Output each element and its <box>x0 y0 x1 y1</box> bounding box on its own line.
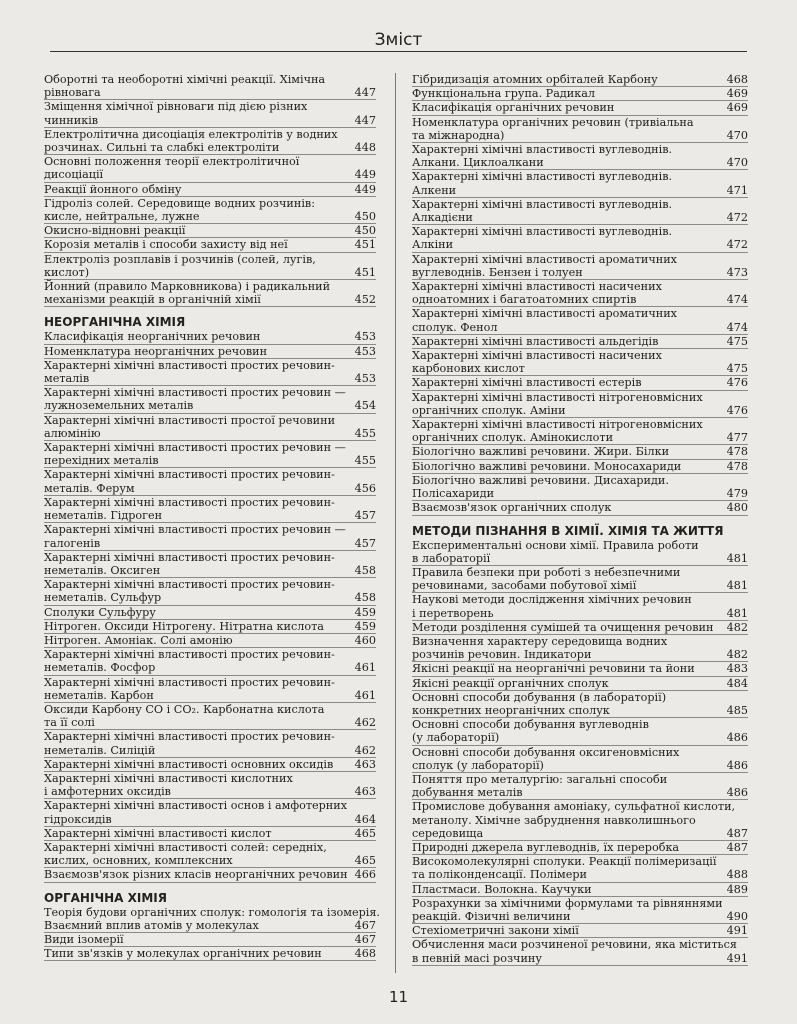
toc-entry[interactable] <box>44 648 376 675</box>
toc-entry-title-line: Експериментальні основи хімії. Правила роботи <box>412 538 699 552</box>
toc-entry-title-line: Характерні хімічні властивості простих речовин- <box>44 495 335 509</box>
toc-entry[interactable] <box>412 391 748 418</box>
toc-entry[interactable] <box>412 691 748 718</box>
toc-entry-page-number: 453 <box>354 372 376 386</box>
toc-entry-page-number: 481 <box>726 606 748 620</box>
toc-entry-title-line: Визначення характеру середовища водних <box>412 634 668 648</box>
column-divider <box>395 73 396 973</box>
toc-entry-title-line: Пластмаси. Волокна. Каучуки <box>412 882 592 896</box>
toc-entry-page-number: 487 <box>726 826 748 840</box>
toc-entry[interactable] <box>412 677 748 691</box>
toc-entry-page-number: 456 <box>354 481 376 495</box>
toc-entry-title-line: Характерні хімічні властивості кислотних <box>44 771 293 785</box>
toc-entry-title-line: Сполуки Сульфуру <box>44 605 156 619</box>
toc-entry-page-number: 464 <box>354 812 376 826</box>
toc-entry-title-line: Методи розділення сумішей та очищення речовин <box>412 620 714 634</box>
toc-entry-title-line: Розрахунки за хімічними формулами та рівняннями <box>412 896 723 910</box>
toc-entry[interactable] <box>412 501 748 515</box>
toc-entry[interactable] <box>412 376 748 390</box>
toc-entry[interactable] <box>44 578 376 605</box>
toc-entry-title-line: Алкадієни <box>412 211 473 225</box>
toc-entry-page-number: 467 <box>354 918 376 932</box>
toc-entry-title-line: металів. Ферум <box>44 481 135 495</box>
toc-entry-title-line: Поняття про металургію: загальні способи <box>412 772 668 786</box>
toc-entry-title-line: Промислове добування амоніаку, сульфатної кислоти, <box>412 800 736 814</box>
toc-entry-page-number: 476 <box>726 403 748 417</box>
toc-entry-title-line: Нітроген. Оксиди Нітрогену. Нітратна кислота <box>44 619 324 633</box>
toc-entry-page-number: 447 <box>354 86 376 100</box>
toc-entry-title-line: вуглеводнів. Бензен і толуен <box>412 265 583 279</box>
toc-entry-title-line: Характерні хімічні властивості ароматичних <box>412 307 677 321</box>
toc-entry-page-number: 491 <box>726 951 748 965</box>
toc-entry-page-number: 474 <box>726 320 748 334</box>
toc-entry[interactable] <box>44 933 376 947</box>
toc-entry[interactable] <box>44 100 376 127</box>
toc-entry[interactable] <box>412 566 748 593</box>
toc-entry-title-line: середовища <box>412 826 484 840</box>
toc-entry-title-line: в певній масі розчину <box>412 951 542 965</box>
toc-entry-title-line: Взаємозв'язок різних класів неорганічних речовин <box>44 868 348 882</box>
toc-entry-title-line: галогенів <box>44 536 101 550</box>
toc-entry-title-line: Номенклатура органічних речовин (тривіальна <box>412 115 694 129</box>
toc-entry-title-line: Характерні хімічні властивості насичених <box>412 280 662 294</box>
toc-entry-title-line: розчинах. Сильні та слабкі електроліти <box>44 141 280 155</box>
section-heading: МЕТОДИ ПІЗНАННЯ В ХІМІЇ. ХІМІЯ ТА ЖИТТЯ <box>412 523 724 538</box>
toc-entry-title-line: Характерні хімічні властивості простих речовин- <box>44 730 335 744</box>
toc-entry-title-line: конкретних неорганічних сполук <box>412 703 610 717</box>
toc-entry[interactable] <box>44 128 376 155</box>
toc-entry-title-line: Характерні хімічні властивості простих речовин — <box>44 441 346 455</box>
toc-entry[interactable] <box>412 773 748 800</box>
toc-entry-title-line: дисоціації <box>44 168 104 182</box>
toc-entry[interactable] <box>412 460 748 474</box>
toc-entry-title-line: Оксиди Карбону CO і CO₂. Карбонатна кислота <box>44 702 325 716</box>
toc-entry-title-line: неметалів. Фосфор <box>44 661 156 675</box>
header-divider <box>50 51 747 52</box>
toc-entry-title-line: та міжнародна) <box>412 128 505 142</box>
toc-entry-page-number: 484 <box>726 676 748 690</box>
toc-entry-title-line: кислот) <box>44 265 90 279</box>
toc-entry-page-number: 470 <box>726 128 748 142</box>
toc-entry-page-number: 472 <box>726 238 748 252</box>
toc-entry-page-number: 486 <box>726 731 748 745</box>
toc-entry-title-line: лужноземельних металів <box>44 399 194 413</box>
toc-entry-page-number: 486 <box>726 786 748 800</box>
toc-entry[interactable] <box>44 73 376 100</box>
toc-entry-title-line: Нітроген. Амоніак. Солі амонію <box>44 633 233 647</box>
toc-entry-title-line: Основні способи добування вуглеводнів <box>412 718 649 732</box>
toc-entry-title-line: гідроксидів <box>44 812 112 826</box>
toc-entry[interactable] <box>44 606 376 620</box>
toc-entry-page-number: 489 <box>726 882 748 896</box>
toc-entry-title-line: в лабораторії <box>412 551 491 565</box>
toc-entry-page-number: 470 <box>726 156 748 170</box>
toc-entry-title-line: неметалів. Гідроген <box>44 509 163 523</box>
toc-entry[interactable] <box>412 445 748 459</box>
toc-entry[interactable] <box>412 635 748 662</box>
toc-entry-title-line: Полісахариди <box>412 487 495 501</box>
toc-entry-title-line: і амфотерних оксидів <box>44 785 171 799</box>
toc-entry-title-line: сполук (у лабораторії) <box>412 758 544 772</box>
toc-entry[interactable] <box>412 621 748 635</box>
toc-entry[interactable] <box>412 855 748 882</box>
toc-entry[interactable] <box>44 620 376 634</box>
toc-entry-title-line: Гібридизація атомних орбіталей Карбону <box>412 73 658 86</box>
toc-entry[interactable] <box>44 253 376 280</box>
toc-entry-page-number: 465 <box>354 826 376 840</box>
toc-entry[interactable] <box>44 441 376 468</box>
toc-entry[interactable] <box>412 718 748 745</box>
toc-entry-page-number: 474 <box>726 293 748 307</box>
toc-entry-title-line: Гідроліз солей. Середовище водних розчинів: <box>44 196 315 210</box>
toc-entry-title-line: Оборотні та необоротні хімічні реакції. Хімічна <box>44 73 326 86</box>
toc-entry-title-line: метанолу. Хімічне забруднення навколишнього <box>412 813 696 827</box>
toc-entry-title-line: Характерні хімічні властивості простих речовин- <box>44 468 335 482</box>
toc-entry-title-line: та поліконденсації. Полімери <box>412 868 587 882</box>
toc-entry[interactable] <box>412 539 748 566</box>
toc-entry-page-number: 449 <box>354 168 376 182</box>
toc-entry-title-line: речовинами, засобами побутової хімії <box>412 579 637 593</box>
toc-entry[interactable] <box>44 703 376 730</box>
toc-entry[interactable] <box>412 662 748 676</box>
toc-entry-page-number: 476 <box>726 376 748 390</box>
toc-entry-title-line: Обчислення маси розчиненої речовини, яка міститься <box>412 938 737 952</box>
toc-entry[interactable] <box>412 73 748 87</box>
toc-entry-title-line: Основні положення теорії електролітичної <box>44 155 300 169</box>
toc-entry-title-line: одноатомних і багатоатомних спиртів <box>412 293 637 307</box>
toc-entry[interactable] <box>44 868 376 882</box>
toc-entry-title-line: Алкіни <box>412 238 454 252</box>
toc-entry-title-line: Характерні хімічні властивості естерів <box>412 376 642 390</box>
toc-entry-page-number: 450 <box>354 224 376 238</box>
toc-entry-title-line: Природні джерела вуглеводнів, їх переробка <box>412 840 680 854</box>
toc-entry-title-line: Біологічно важливі речовини. Моносахариди <box>412 459 682 473</box>
toc-entry[interactable] <box>412 198 748 225</box>
toc-entry-title-line: неметалів. Оксиген <box>44 563 161 577</box>
toc-entry-title-line: добування металів <box>412 786 523 800</box>
toc-entry-title-line: рівновага <box>44 86 101 100</box>
toc-entry-title-line: неметалів. Силіцій <box>44 743 156 757</box>
toc-entry-page-number: 473 <box>726 265 748 279</box>
toc-entry[interactable] <box>44 730 376 757</box>
toc-entry-title-line: неметалів. Карбон <box>44 688 154 702</box>
toc-entry[interactable] <box>44 841 376 868</box>
toc-entry-title-line: Характерні хімічні властивості альдегідів <box>412 334 659 348</box>
toc-entry[interactable] <box>44 155 376 182</box>
toc-entry-title-line: Взаємний вплив атомів у молекулах <box>44 918 259 932</box>
toc-entry-title-line: Характерні хімічні властивості простих речовин- <box>44 550 335 564</box>
toc-entry-page-number: 466 <box>354 868 376 882</box>
toc-entry-page-number: 485 <box>726 703 748 717</box>
toc-entry[interactable] <box>44 758 376 772</box>
toc-entry-page-number: 462 <box>354 716 376 730</box>
toc-entry-title-line: Реакції йонного обміну <box>44 182 182 196</box>
toc-entry-page-number: 454 <box>354 399 376 413</box>
toc-entry-title-line: Якісні реакції органічних сполук <box>412 676 609 690</box>
toc-entry[interactable] <box>412 143 748 170</box>
toc-entry[interactable] <box>44 280 376 307</box>
toc-entry-page-number: 471 <box>726 183 748 197</box>
toc-entry[interactable] <box>412 307 748 334</box>
toc-entry-title-line: Характерні хімічні властивості вуглеводнів. <box>412 197 673 211</box>
toc-entry[interactable] <box>44 551 376 578</box>
toc-entry-page-number: 457 <box>354 509 376 523</box>
toc-entry-page-number: 455 <box>354 426 376 440</box>
toc-entry-title-line: Правила безпеки при роботі з небезпечними <box>412 565 681 579</box>
toc-entry[interactable] <box>412 349 748 376</box>
toc-entry-title-line: Окисно-відновні реакції <box>44 224 186 238</box>
toc-entry[interactable] <box>44 330 376 344</box>
toc-entry[interactable] <box>412 938 748 965</box>
toc-entry-title-line: Характерні хімічні властивості нітрогеновмісних <box>412 390 703 404</box>
toc-entry-title-line: неметалів. Сульфур <box>44 591 162 605</box>
toc-entry[interactable] <box>412 593 748 620</box>
toc-entry[interactable] <box>412 280 748 307</box>
toc-entry-page-number: 478 <box>726 459 748 473</box>
toc-entry-page-number: 449 <box>354 182 376 196</box>
toc-entry-title-line: розчинів речовин. Індикатори <box>412 648 592 662</box>
toc-entry-page-number: 479 <box>726 487 748 501</box>
toc-entry-title-line: Характерні хімічні властивості простих речовин — <box>44 386 346 400</box>
toc-entry[interactable] <box>412 800 748 841</box>
toc-entry[interactable] <box>412 746 748 773</box>
toc-entry-title-line: Наукові методи дослідження хімічних речовин <box>412 593 692 607</box>
toc-entry-title-line: Характерні хімічні властивості простих речовин- <box>44 648 335 662</box>
toc-entry-title-line: Характерні хімічні властивості ароматичних <box>412 252 677 266</box>
toc-entry-page-number: 469 <box>726 87 748 101</box>
section-heading: НЕОРГАНІЧНА ХІМІЯ <box>44 315 186 330</box>
toc-entry-title-line: Характерні хімічні властивості нітрогеновмісних <box>412 418 703 432</box>
toc-entry[interactable] <box>44 345 376 359</box>
toc-entry-title-line: Основні способи добування оксигеновмісних <box>412 745 680 759</box>
toc-entry-page-number: 462 <box>354 743 376 757</box>
toc-entry[interactable] <box>412 924 748 938</box>
toc-entry-title-line: карбонових кислот <box>412 362 525 376</box>
toc-entry-page-number: 482 <box>726 620 748 634</box>
toc-entry-title-line: Характерні хімічні властивості вуглеводнів. <box>412 225 673 239</box>
toc-entry[interactable] <box>44 468 376 495</box>
toc-entry-title-line: Характерні хімічні властивості вуглеводнів. <box>412 170 673 184</box>
toc-right-column <box>412 73 748 966</box>
toc-entry[interactable] <box>412 841 748 855</box>
toc-entry-page-number: 463 <box>354 785 376 799</box>
toc-entry-title-line: механізми реакцій в органічній хімії <box>44 293 261 307</box>
toc-entry[interactable] <box>44 414 376 441</box>
toc-entry-page-number: 458 <box>354 563 376 577</box>
toc-entry[interactable] <box>412 897 748 924</box>
toc-entry-page-number: 459 <box>354 605 376 619</box>
toc-entry-page-number: 453 <box>354 344 376 358</box>
toc-entry-title-line: Основні способи добування (в лабораторії) <box>412 690 667 704</box>
toc-entry[interactable] <box>412 418 748 445</box>
toc-entry-title-line: Характерні хімічні властивості простої речовини <box>44 413 336 427</box>
toc-entry[interactable] <box>412 101 748 115</box>
toc-entry-page-number: 475 <box>726 334 748 348</box>
toc-entry-page-number: 461 <box>354 688 376 702</box>
toc-entry-title-line: Види ізомерії <box>44 932 124 946</box>
toc-entry-page-number: 490 <box>726 909 748 923</box>
page-number: 11 <box>388 988 409 1006</box>
toc-entry-page-number: 491 <box>726 924 748 938</box>
toc-left-column <box>44 73 380 961</box>
toc-entry-page-number: 486 <box>726 758 748 772</box>
section-heading: ОРГАНІЧНА ХІМІЯ <box>44 890 168 905</box>
toc-entry-title-line: перехідних металів <box>44 454 159 468</box>
toc-entry[interactable] <box>412 474 748 501</box>
toc-entry-title-line: Характерні хімічні властивості насичених <box>412 349 662 363</box>
toc-entry-title-line: та її солі <box>44 716 95 730</box>
toc-entry[interactable] <box>44 523 376 550</box>
toc-entry-title-line: Характерні хімічні властивості простих речовин- <box>44 358 335 372</box>
toc-entry-title-line: Алкани. Циклоалкани <box>412 156 544 170</box>
toc-entry-title-line: Функціональна група. Радикал <box>412 87 595 101</box>
toc-entry-page-number: 448 <box>354 141 376 155</box>
toc-entry-title-line: Характерні хімічні властивості простих речовин- <box>44 578 335 592</box>
toc-entry-title-line: Характерні хімічні властивості простих речовин- <box>44 675 335 689</box>
toc-entry-title-line: Йонний (правило Марковникова) і радикальний <box>44 280 331 294</box>
toc-entry-page-number: 478 <box>726 445 748 459</box>
toc-entry[interactable] <box>44 238 376 252</box>
toc-entry-title-line: (у лабораторії) <box>412 731 500 745</box>
toc-entry-page-number: 480 <box>726 501 748 515</box>
toc-entry[interactable] <box>44 386 376 413</box>
toc-entry-page-number: 483 <box>726 662 748 676</box>
toc-entry-title-line: Алкени <box>412 183 457 197</box>
toc-entry-title-line: Класифікація органічних речовин <box>412 101 615 115</box>
toc-entry-page-number: 458 <box>354 591 376 605</box>
toc-entry-title-line: Типи зв'язків у молекулах органічних речовин <box>44 947 322 961</box>
page-title: Зміст <box>374 30 423 50</box>
toc-entry[interactable] <box>44 183 376 197</box>
toc-entry-page-number: 468 <box>726 73 748 86</box>
toc-entry[interactable] <box>44 676 376 703</box>
toc-entry-page-number: 475 <box>726 362 748 376</box>
toc-entry-page-number: 481 <box>726 579 748 593</box>
toc-entry-title-line: Номенклатура неорганічних речовин <box>44 344 268 358</box>
toc-entry-title-line: Корозія металів і способи захисту від неї <box>44 238 288 252</box>
toc-entry-title-line: Стехіометричні закони хімії <box>412 924 579 938</box>
toc-entry[interactable] <box>412 116 748 143</box>
toc-entry[interactable] <box>412 253 748 280</box>
toc-entry-page-number: 467 <box>354 932 376 946</box>
toc-entry[interactable] <box>44 359 376 386</box>
toc-entry-title-line: кислих, основних, комплексних <box>44 854 233 868</box>
toc-entry-title-line: Характерні хімічні властивості простих речовин — <box>44 523 346 537</box>
toc-entry-title-line: Класифікація неорганічних речовин <box>44 330 261 344</box>
toc-entry-title-line: Електроліз розплавів і розчинів (солей, лугів, <box>44 252 316 266</box>
toc-entry-title-line: Біологічно важливі речовини. Дисахариди. <box>412 473 669 487</box>
toc-entry-title-line: Взаємозв'язок органічних сполук <box>412 501 612 515</box>
toc-entry-title-line: Високомолекулярні сполуки. Реакції полімеризації <box>412 855 717 869</box>
toc-entry-page-number: 477 <box>726 431 748 445</box>
toc-entry-title-line: органічних сполук. Амінокислоти <box>412 431 614 445</box>
toc-entry-page-number: 482 <box>726 648 748 662</box>
toc-entry[interactable] <box>44 827 376 841</box>
toc-entry-title-line: реакцій. Фізичні величини <box>412 909 571 923</box>
toc-entry[interactable] <box>44 772 376 799</box>
toc-entry-title-line: Характерні хімічні властивості кислот <box>44 826 272 840</box>
toc-entry-page-number: 463 <box>354 757 376 771</box>
toc-entry-page-number: 455 <box>354 454 376 468</box>
toc-entry[interactable] <box>44 947 376 961</box>
toc-entry-title-line: і перетворень <box>412 606 494 620</box>
toc-entry-page-number: 450 <box>354 210 376 224</box>
toc-entry[interactable] <box>412 170 748 197</box>
toc-entry-title-line: Характерні хімічні властивості вуглеводнів. <box>412 143 673 157</box>
toc-entry-title-line: Характерні хімічні властивості основних оксидів <box>44 757 334 771</box>
toc-entry-title-line: Біологічно важливі речовини. Жири. Білки <box>412 445 670 459</box>
toc-entry-title-line: Характерні хімічні властивості основ і амфотерних <box>44 799 348 813</box>
toc-entry-page-number: 460 <box>354 633 376 647</box>
toc-entry-page-number: 451 <box>354 265 376 279</box>
toc-entry[interactable] <box>412 335 748 349</box>
toc-entry[interactable] <box>44 197 376 224</box>
toc-entry[interactable] <box>44 905 380 933</box>
toc-entry-page-number: 469 <box>726 101 748 115</box>
toc-entry-page-number: 453 <box>354 330 376 344</box>
toc-entry-title-line: Характерні хімічні властивості солей: середніх, <box>44 840 327 854</box>
toc-entry-title-line: органічних сполук. Аміни <box>412 403 566 417</box>
toc-entry-page-number: 488 <box>726 868 748 882</box>
toc-entry-title-line: чинників <box>44 113 99 127</box>
toc-entry[interactable] <box>44 496 376 523</box>
toc-entry[interactable] <box>412 883 748 897</box>
toc-entry[interactable] <box>44 799 376 826</box>
toc-entry-title-line: кисле, нейтральне, лужне <box>44 210 200 224</box>
toc-entry[interactable] <box>412 225 748 252</box>
toc-entry-title-line: Зміщення хімічної рівноваги під дією різних <box>44 100 308 114</box>
toc-entry-title-line: металів <box>44 372 90 386</box>
toc-entry-page-number: 447 <box>354 113 376 127</box>
toc-entry-page-number: 481 <box>726 551 748 565</box>
toc-entry[interactable] <box>412 87 748 101</box>
toc-entry-page-number: 468 <box>354 947 376 961</box>
toc-entry-title-line: Електролітична дисоціація електролітів у водних <box>44 127 338 141</box>
toc-entry-page-number: 465 <box>354 854 376 868</box>
toc-entry-title-line: Якісні реакції на неорганічні речовини та йони <box>412 662 695 676</box>
toc-entry-page-number: 457 <box>354 536 376 550</box>
toc-entry-page-number: 461 <box>354 661 376 675</box>
toc-entry-title-line: алюмінію <box>44 426 101 440</box>
toc-entry-title-line: сполук. Фенол <box>412 320 498 334</box>
toc-entry-page-number: 452 <box>354 293 376 307</box>
toc-entry-page-number: 459 <box>354 619 376 633</box>
toc-entry-title-line: Теорія будови органічних сполук: гомологія та ізомерія. <box>44 905 380 919</box>
toc-entry-page-number: 472 <box>726 211 748 225</box>
toc-entry[interactable] <box>44 224 376 238</box>
toc-entry-page-number: 487 <box>726 840 748 854</box>
toc-entry-page-number: 451 <box>354 238 376 252</box>
toc-entry[interactable] <box>44 634 376 648</box>
